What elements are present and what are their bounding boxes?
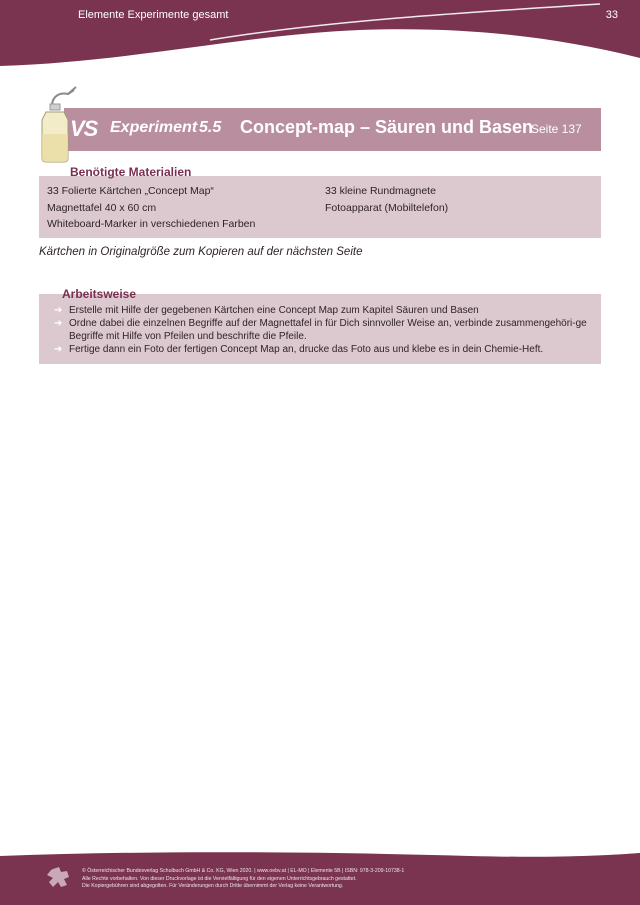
procedure-step-text: Ordne dabei die einzelnen Begriffe auf der Magnettafel in für Dich sinnvoller Weise an, verbinde zusammengehöri-ge Begriffe mit Hilfe von Pfeilen und beschrifte die Pfeile.: [69, 318, 587, 342]
procedure-heading: Arbeitsweise: [62, 287, 137, 301]
procedure-step: [54, 317, 594, 343]
experiment-title: Concept-map – Säuren und Basen: [240, 117, 534, 137]
footer-line: Alle Rechte vorbehalten. Von dieser Druckvorlage ist die Vervielfältigung für den eigenen Unterrichtsgebrauch gestattet.: [82, 875, 357, 882]
arrow-right-icon: ➔: [54, 305, 63, 316]
experiment-page-reference: Seite 137: [531, 122, 582, 136]
materials-list-left: [47, 183, 255, 233]
material-item: 33 kleine Rundmagnete: [325, 185, 436, 197]
procedure-step-text: Fertige dann ein Foto der fertigen Concept Map an, drucke das Foto aus und klebe es in dein Chemie-Heft.: [69, 344, 544, 355]
experiment-logo-text: VS: [70, 116, 98, 141]
footer-line: © Österreichischer Bundesverlag Schulbuch GmbH & Co. KG, Wien 2020. | www.oebv.at | EL-MO | Elemente 5B | ISBN: 978-3-209-10738-1: [82, 868, 405, 874]
experiment-number: 5.5: [199, 119, 222, 136]
material-item: Fotoapparat (Mobiltelefon): [325, 201, 449, 214]
header-title: Elemente Experimente gesamt: [78, 9, 229, 21]
publisher-logo-icon: [47, 867, 71, 889]
material-item: 33 Folierte Kärtchen „Concept Map“: [47, 185, 214, 197]
arrow-right-icon: ➔: [54, 318, 63, 329]
procedure-steps: [54, 304, 594, 356]
page-number: 33: [605, 9, 618, 21]
materials-list-right: [325, 183, 448, 216]
material-item: Magnettafel 40 x 60 cm: [47, 201, 157, 214]
copy-note: Kärtchen in Originalgröße zum Kopieren auf der nächsten Seite: [39, 246, 363, 258]
material-item: Whiteboard-Marker in verschiedenen Farben: [47, 218, 256, 230]
materials-heading: Benötigte Materialien: [70, 165, 192, 179]
page-header: [0, 0, 640, 78]
footer-copyright: [82, 868, 404, 891]
procedure-step: [54, 304, 594, 317]
footer-line: Die Kopiergebühren sind abgegolten. Für Veränderungen durch Dritte übernimmt der Verlag keine Verantwortung.: [82, 883, 344, 889]
procedure-step-text: Erstelle mit Hilfe der gegebenen Kärtchen eine Concept Map zum Kapitel Säuren und Basen: [69, 305, 479, 316]
procedure-step: [54, 343, 594, 356]
experiment-label: Experiment: [110, 119, 198, 136]
arrow-right-icon: ➔: [54, 344, 63, 355]
